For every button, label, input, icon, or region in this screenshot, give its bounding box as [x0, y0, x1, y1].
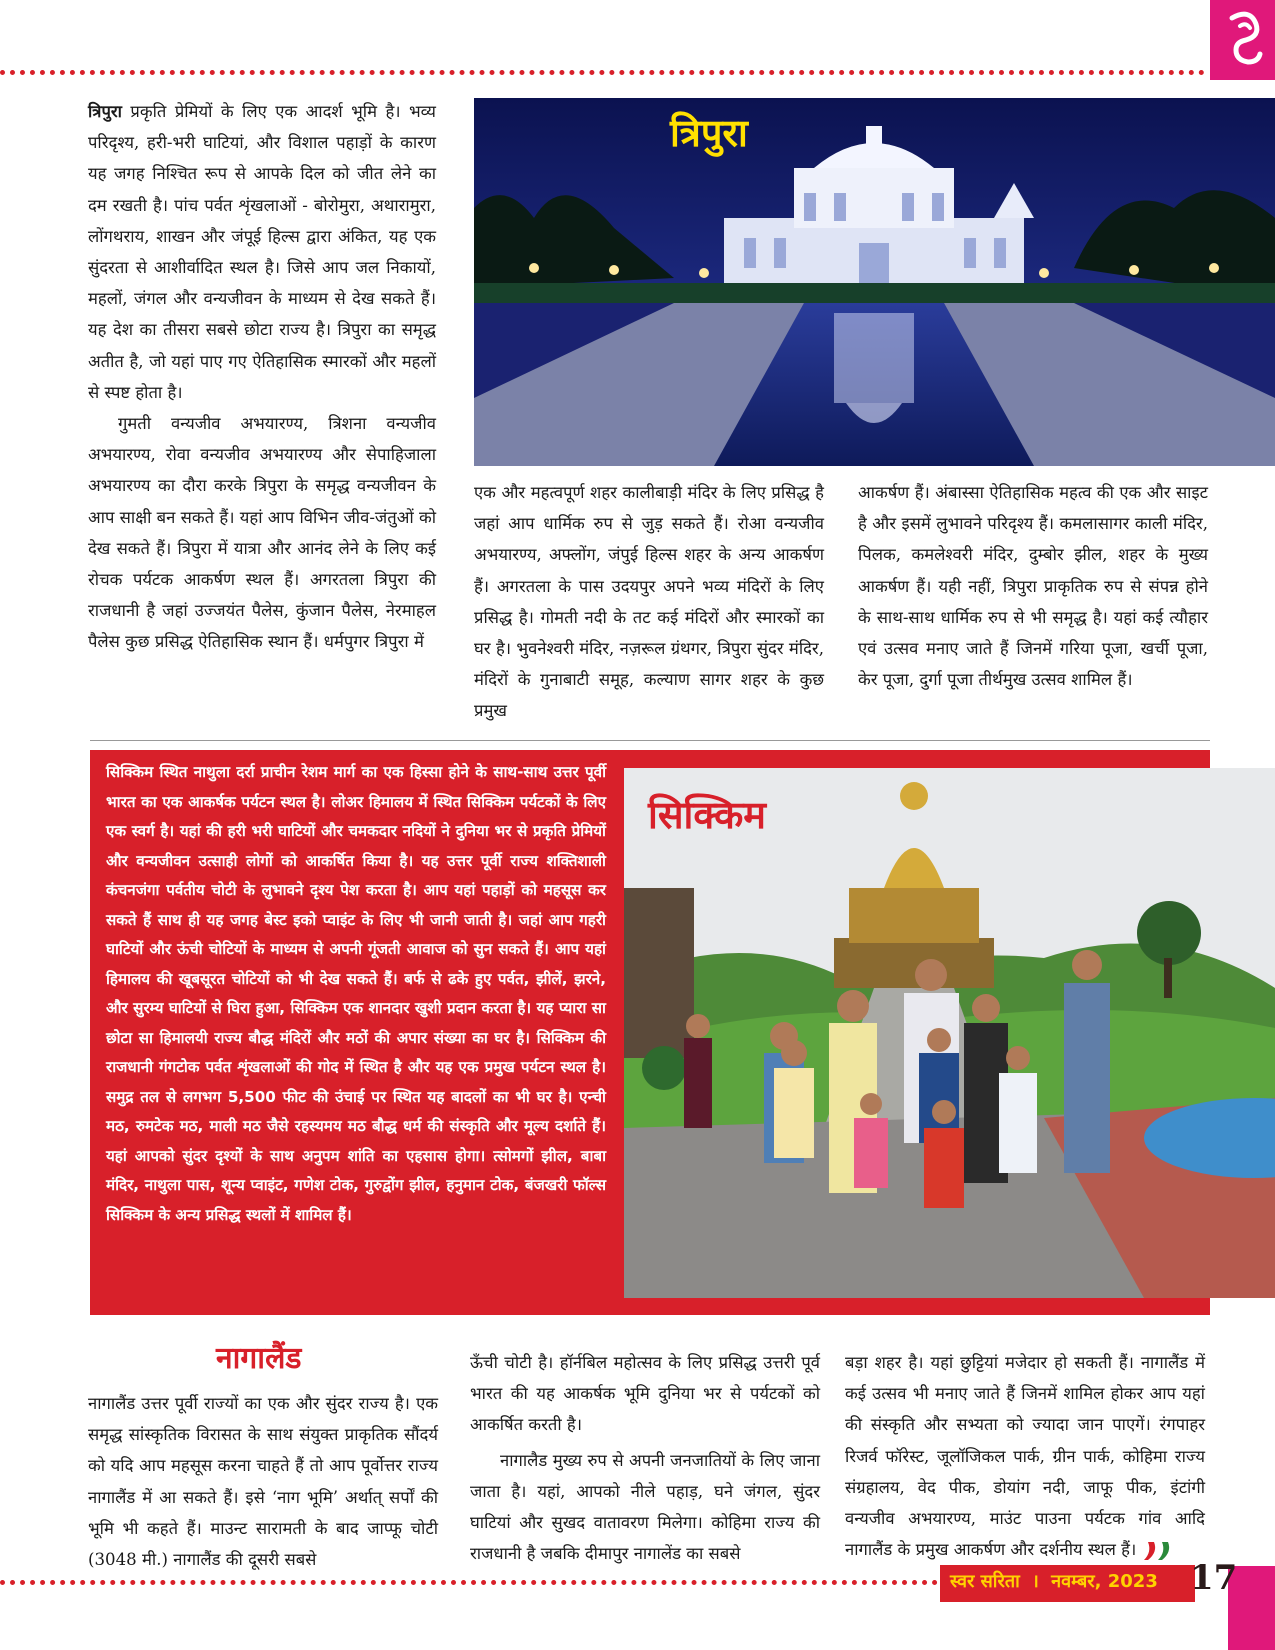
section-divider [90, 740, 1210, 741]
nagaland-column-3-body: बड़ा शहर है। यहां छुट्टियां मजेदार हो सकती हैं। नागालैंड में कई उत्सव भी मनाए जाते हैं जिनमें शामिल होकर आप यहां की संस्कृति और सभ्यता को ज्यादा जान पाएगें। रंगपाहर रिजर्व फॉरेस्ट, जूलॉजिकल पार्क, ग्रीन पार्क, कोहिमा राज्य संग्रहालय, वेद पीक, डोयांग नदी, जाफू पीक, इंटांगी वन्यजीव अभयारण्य, माउंट पाउना पर्यटक गांव आदि नागालैंड के प्रमुख आकर्षण और दर्शनीय स्थल हैं। [845, 1353, 1205, 1560]
tripura-intro-text: प्रकृति प्रेमियों के लिए एक आदर्श भूमि है। भव्य परिदृश्य, हरी-भरी घाटियां, और विशाल पहाड़ों के कारण यह जगह निश्चित रूप से आपके दिल को जीत लेने का दम रखती है। पांच पर्वत शृंखलाओं - बोरोमुरा, अथारामुरा, लोंगथराय, शाखन और जंपूई हिल्स द्वारा अंकित, यह एक सुंदरता से आशीर्वादित स्थल है। जिसे आप जल निकायों, महलों, जंगल और वन्यजीवन के माध्यम से देख सकते हैं। यह देश का तीसरा सबसे छोटा राज्य है। त्रिपुरा का समृद्ध अतीत है, जो यहां पाए गए ऐतिहासिक स्मारकों और महलों से स्पष्ट होता है। [88, 102, 436, 402]
footer-separator: । [1032, 1571, 1039, 1592]
tripura-column-3 [858, 477, 1208, 695]
tripura-column-3-text: आकर्षण हैं। अंबास्सा ऐतिहासिक महत्व की एक और साइट है और इसमें लुभावने परिदृश्य हैं। कमलासागर काली मंदिर, पिलक, कमलेश्वरी मंदिर, दुम्बोर झील, शहर के मुख्य आकर्षण हैं। यही नहीं, त्रिपुरा प्राकृतिक रुप से संपन्न होने के साथ-साथ धार्मिक रुप से भी समृद्ध है। यहां कई त्यौहार एवं उत्सव मनाए जाते हैं जिनमें गरिया पूजा, खर्ची पूजा, केर पूजा, दुर्गा पूजा तीर्थमुख उत्सव शामिल हैं। [858, 483, 1208, 690]
footer-magazine-name: स्वर सरिता [950, 1571, 1020, 1592]
tripura-intro-paragraph [88, 96, 436, 408]
swar-sarita-logo-icon [1210, 0, 1275, 80]
footer-issue-date: नवम्बर, 2023 [1051, 1571, 1158, 1592]
magazine-logo [1210, 0, 1275, 80]
tripura-column-2-text: एक और महत्वपूर्ण शहर कालीबाड़ी मंदिर के लिए प्रसिद्ध है जहां आप धार्मिक रुप से जुड़ सकते हैं। रोआ वन्यजीव अभयारण्य, अफ्लोंग, जंपुई हिल्स शहर के अन्य आकर्षण हैं। अगरतला के पास उदयपुर अपने भव्य मंदिरों के लिए प्रसिद्ध है। गोमती नदी के तट कई मंदिरों और स्मारकों का घर है। भुवनेश्वरी मंदिर, नज़रूल ग्रंथगर, त्रिपुरा सुंदर मंदिर, मंदिरों के गुनाबाटी समूह, कल्याण सागर शहर के कुछ प्रमुख [474, 483, 824, 721]
tripura-palace-photo [474, 98, 1275, 466]
tripura-column-1 [88, 96, 436, 658]
nagaland-column-2-paragraph-2: नागालैड मुख्य रुप से अपनी जनजातियों के लिए जाना जाता है। यहां, आपको नीले पहाड़, घने जंगल, सुंदर घाटियां और सुखद वातावरण मिलेगा। कोहिमा राज्य की राजधानी है जबकि दीमापुर नागालेंड का सबसे [470, 1450, 820, 1564]
header-dotted-rule [0, 70, 1205, 75]
tripura-photo-title: त्रिपुरा [670, 111, 748, 155]
closing-quote-icon [1140, 1540, 1174, 1562]
nagaland-column-1-text: नागालैंड उत्तर पूर्वी राज्यों का एक और सुंदर राज्य है। एक समृद्ध सांस्कृतिक विरासत के साथ संयुक्त प्राकृतिक सौंदर्य को यदि आप महसूस करना चाहते हैं तो आप पूर्वोत्तर राज्य नागालैंड में आ सकते हैं। इसे ‘नाग भूमि’ अर्थात् सर्पों की भूमि भी कहते हैं। माउन्ट सारामती के बाद जाप्फू चोटी (3048 मी.) नागालैंड की दूसरी सबसे [88, 1394, 438, 1570]
sikkim-photo-title: सिक्किम [648, 793, 766, 837]
footer-issue-line [950, 1569, 1158, 1593]
page-number: 17 [1190, 1558, 1238, 1598]
nagaland-column-2 [470, 1347, 820, 1569]
nagaland-column-3 [845, 1347, 1205, 1565]
sikkim-text: सिक्किम स्थित नाथुला दर्रा प्राचीन रेशम मार्ग का एक हिस्सा होने के साथ-साथ उत्तर पूर्वी भारत का एक आकर्षक पर्यटन स्थल है। लोअर हिमालय में स्थित सिक्किम पर्यटकों के लिए एक स्वर्ग है। यहां की हरी भरी घाटियों और चमकदार नदियों ने दुनिया भर से प्रकृति प्रेमियों और वन्यजीवन उत्साही लोगों को आकर्षित किया है। यह उत्तर पूर्वी राज्य शक्तिशाली कंचनजंगा पर्वतीय चोटी के लुभावने दृश्य पेश करता है। आप यहां पहाड़ों को महसूस कर सकते हैं साथ ही यह जगह बेस्ट इको प्वाइंट के लिए भी जानी जाती है। जहां आप गहरी घाटियों और ऊंची चोटियों के माध्यम से अपनी गूंजती आवाज को सुन सकते हैं। आप यहां हिमालय की खूबसूरत चोटियों को भी देख सकते हैं। बर्फ से ढके हुए पर्वत, झीलें, झरने, और सुरम्य घाटियों से घिरा हुआ, सिक्किम एक शानदार खुशी प्रदान करता है। यह प्यारा सा छोटा सा हिमालयी राज्य बौद्ध मंदिरों और मठों की अपार संख्या का घर है। सिक्किम की राजधानी गंगटोक पर्वत शृंखलाओं की गोद में स्थित है और यह एक प्रमुख पर्यटन स्थल है। समुद्र तल से लगभग 5,500 फीट की उंचाई पर स्थित यह बादलों का भी घर है। एन्ची मठ, रुमटेक मठ, माली मठ जैसे रहस्यमय मठ बौद्ध धर्म की संस्कृति और मूल्य दर्शाते हैं। यहां आपको सुंदर दृश्यों के साथ अनुपम शांति का एहसास होगा। त्सोमगों झील, बाबा मंदिर, नाथुला पास, शून्य प्वाइंट, गणेश टोक, गुरुद्वोंग झील, हनुमान टोक, बंजखरी फॉल्स सिक्किम के अन्य प्रसिद्ध स्थलों में शामिल हैं। [106, 763, 606, 1224]
nagaland-column-1 [88, 1388, 438, 1575]
tripura-column-2 [474, 477, 824, 727]
nagaland-column-3-text [845, 1347, 1205, 1565]
sikkim-buddha-park-photo [624, 768, 1275, 1298]
nagaland-column-2-paragraph-1: ऊँची चोटी है। हॉर्नबिल महोत्सव के लिए प्रसिद्ध उत्तरी पूर्व भारत की यह आकर्षक भूमि दुनिया भर से पर्यटकों को आकर्षित करती है। [470, 1353, 820, 1435]
nagaland-heading: नागालैंड [216, 1341, 302, 1376]
footer-dotted-rule [0, 1580, 938, 1585]
tripura-bold-lead: त्रिपुरा [88, 101, 122, 121]
tripura-wildlife-paragraph: गुमती वन्यजीव अभयारण्य, त्रिशना वन्यजीव अभयारण्य, रोवा वन्यजीव अभयारण्य और सेपाहिजाला अभयारण्य का दौरा करके त्रिपुरा के समृद्ध वन्यजीवन के आप साक्षी बन सकते हैं। यहां आप विभिन जीव-जंतुओं को देख सकते हैं। त्रिपुरा में यात्रा और आनंद लेने के लिए कई रोचक पर्यटक आकर्षण स्थल हैं। अगरतला त्रिपुरा की राजधानी है जहां उज्जयंत पैलेस, कुंजान पैलेस, नेरमाहल पैलेस कुछ प्रसिद्ध ऐतिहासिक स्थान हैं। धर्मपुगर त्रिपुरा में [88, 414, 436, 652]
